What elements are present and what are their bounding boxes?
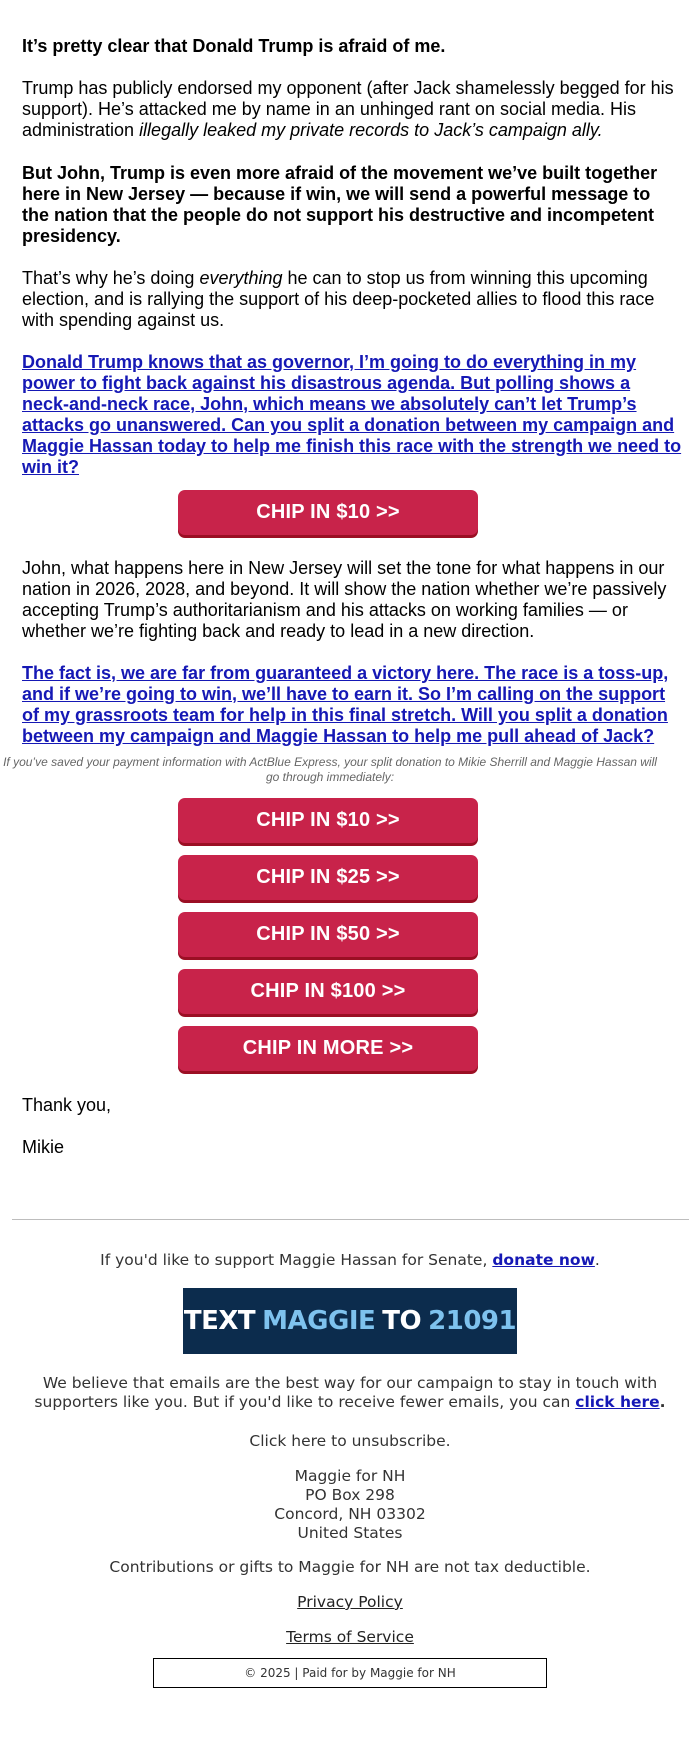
donation-link[interactable]: Donald Trump knows that as governor, I’m going to do everything in my power to fight back against his disastrous agenda. But polling shows a neck-and-neck race, John, which means we absolutely can’t let Trump’s attacks go unanswered. Can you split a donation between my campaign and Maggie Hassan today to help me finish this race with the strength we need to win it? [22,352,682,477]
copyright-box [153,1658,547,1688]
divider [12,1219,689,1220]
banner-word: TEXT [183,1306,256,1336]
unsubscribe-link[interactable]: Click here to unsubscribe. [249,1432,451,1450]
tax-note: Contributions or gifts to Maggie for NH are not tax deductible. [109,1558,591,1576]
privacy-policy-link[interactable]: Privacy Policy [297,1593,403,1611]
terms-of-service-link[interactable]: Terms of Service [286,1628,414,1646]
emphasis-text: illegally leaked my private records to Jack’s campaign ally. [139,120,603,140]
signature: Mikie [22,1137,65,1157]
chip-in-10-button[interactable]: CHIP IN $10 >> [178,798,478,843]
text-maggie-banner[interactable] [183,1288,517,1354]
emails-text: We believe that emails are the best way for our campaign to stay in touch with supporters like you. But if you'd like to receive fewer emails, you can [34,1374,658,1411]
chip-in-more-button[interactable]: CHIP IN MORE >> [178,1026,478,1071]
paragraph-movement: But John, Trump is even more afraid of the movement we’ve built together here in New Jersey — because if win, we will send a powerful message to the nation that the people do not support his destructive and incompetent presidency. [22,163,658,246]
copyright-text: © 2025 | Paid for by Maggie for NH [244,1666,456,1680]
click-here-link[interactable]: click here [575,1393,660,1411]
fewer-emails-line [14,1374,686,1412]
donate-now-link[interactable]: donate now [492,1251,595,1269]
support-line [0,1251,700,1270]
banner-word: TO [382,1306,422,1336]
chip-in-50-button[interactable]: CHIP IN $50 >> [178,912,478,957]
actblue-express-note: If you’ve saved your payment information with ActBlue Express, your split donation to Mikie Sherrill and Maggie Hassan will go through immediately: [3,755,657,784]
intro-heading: It’s pretty clear that Donald Trump is afraid of me. [22,36,446,56]
paragraph-text: Trump has publicly endorsed my opponent (after Jack shamelessly begged for his support). He’s attacked me by name in an unhinged rant on social media. His administration [22,78,674,140]
paragraph-everything [22,268,682,331]
paragraph-donation-link [22,352,682,478]
emails-end: . [659,1393,666,1411]
banner-number: 21091 [428,1306,517,1336]
paragraph-text: he can to stop us from winning this upcoming election, and is rallying the support of his deep-pocketed allies to flood this race with spending against us. [22,268,655,330]
address-line: Maggie for NH [294,1467,406,1485]
address-line: PO Box 298 [305,1486,395,1504]
paragraph-toss-up-link [22,663,682,747]
toss-up-donation-link[interactable]: The fact is, we are far from guaranteed a victory here. The race is a toss-up, and if we’re going to win, we’ll have to earn it. So I’m calling on the support of my grassroots team for help in this final stretch. Will you split a donation between my campaign and Maggie Hassan to help me pull ahead of Jack? [22,663,669,746]
chip-in-25-button[interactable]: CHIP IN $25 >> [178,855,478,900]
address-line: United States [297,1524,403,1542]
terms-row [0,1628,700,1647]
support-end: . [594,1251,600,1269]
support-text: If you'd like to support Maggie Hassan for Senate, [100,1251,493,1269]
chip-in-10-button-top[interactable]: CHIP IN $10 >> [178,490,478,535]
emphasis-text: everything [199,268,283,288]
paragraph-text: That’s why he’s doing [22,268,200,288]
privacy-policy-row [0,1593,700,1612]
paragraph-endorsement [22,78,682,141]
thanks-text: Thank you, [22,1095,112,1115]
banner-word-highlight: MAGGIE [262,1306,376,1336]
mailing-address [0,1467,700,1543]
paragraph-new-jersey: John, what happens here in New Jersey will set the tone for what happens in our nation in 2026, 2028, and beyond. It will show the nation whether we’re passively accepting Trump’s authoritarianism and his attacks on working families — or whether we’re fighting back and ready to lead in a new direction. [22,558,667,641]
address-line: Concord, NH 03302 [274,1505,426,1523]
chip-in-100-button[interactable]: CHIP IN $100 >> [178,969,478,1014]
